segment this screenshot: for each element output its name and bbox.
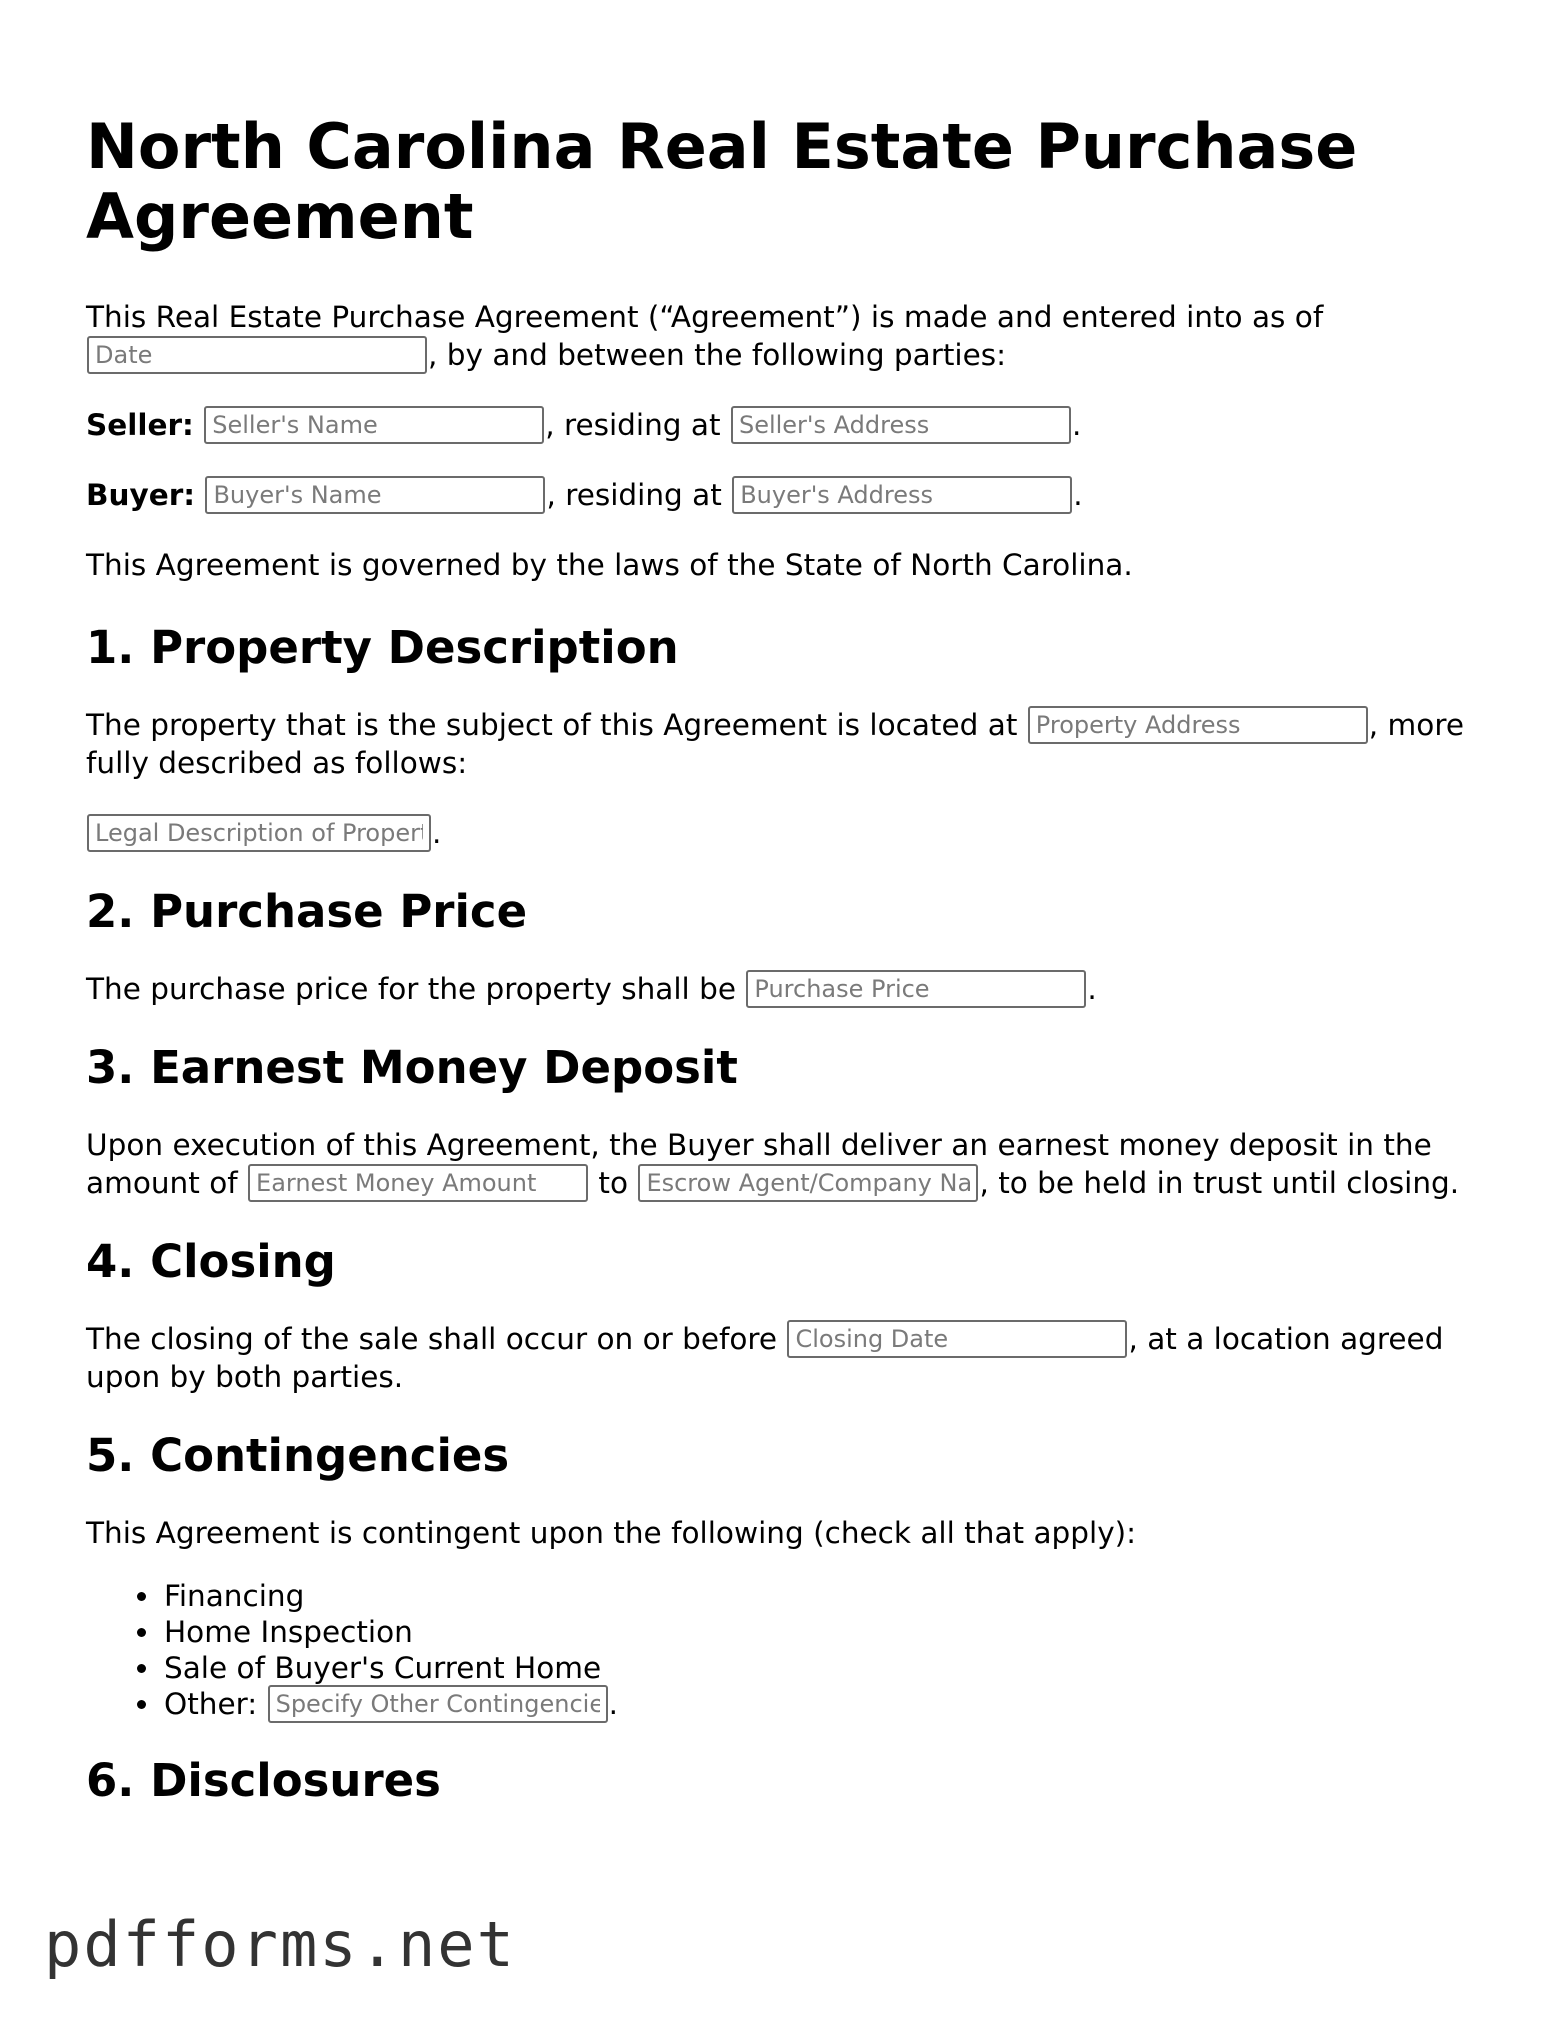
intro-paragraph — [86, 298, 1486, 374]
earnest-to-text: to — [598, 1166, 629, 1200]
list-item: • Sale of Buyer's Current Home — [162, 1650, 1486, 1686]
section-heading-closing: 4. Closing — [86, 1235, 336, 1288]
legal-description-end: . — [432, 816, 442, 850]
watermark: pdfforms.net — [44, 1908, 516, 1981]
buyer-address-input[interactable] — [732, 476, 1072, 514]
list-item: • Financing — [162, 1578, 1486, 1614]
intro-text-after: , by and between the following parties: — [428, 338, 1007, 372]
price-text: The purchase price for the property shall be — [86, 972, 737, 1006]
document-title: North Carolina Real Estate Purchase Agreement — [86, 110, 1358, 253]
price-paragraph — [86, 970, 1486, 1008]
property-text-after: , more fully described as follows: — [86, 708, 1464, 780]
other-end: . — [608, 1687, 618, 1721]
earnest-paragraph — [86, 1126, 1486, 1202]
contingencies-list — [86, 1578, 1486, 1723]
contingencies-intro: This Agreement is contingent upon the following (check all that apply): — [86, 1516, 1137, 1550]
other-label: Other: — [164, 1687, 258, 1721]
seller-address-input[interactable] — [731, 406, 1071, 444]
section-heading-price: 2. Purchase Price — [86, 885, 528, 938]
price-end: . — [1087, 972, 1097, 1006]
buyer-label: Buyer: — [86, 478, 196, 512]
other-contingency-input[interactable] — [268, 1685, 608, 1723]
closing-text-after: , at a location agreed upon by both parties. — [86, 1322, 1444, 1394]
buyer-line — [86, 476, 1486, 514]
seller-line — [86, 406, 1486, 444]
list-item-other — [162, 1686, 1486, 1723]
section-heading-contingencies: 5. Contingencies — [86, 1429, 510, 1482]
governing-law-text: This Agreement is governed by the laws of the State of North Carolina. — [86, 548, 1133, 582]
property-address-input[interactable] — [1028, 706, 1368, 744]
buyer-residing-text: , residing at — [546, 478, 722, 512]
property-paragraph — [86, 706, 1486, 782]
closing-date-input[interactable] — [787, 1320, 1127, 1358]
earnest-amount-input[interactable] — [248, 1164, 588, 1202]
closing-paragraph — [86, 1320, 1486, 1396]
buyer-name-input[interactable] — [205, 476, 545, 514]
purchase-price-input[interactable] — [746, 970, 1086, 1008]
list-item: • Home Inspection — [162, 1614, 1486, 1650]
property-text: The property that is the subject of this Agreement is located at — [86, 708, 1018, 742]
earnest-text: Upon execution of this Agreement, the Buyer shall deliver an earnest money deposit in the amount of — [86, 1128, 1432, 1200]
seller-name-input[interactable] — [204, 406, 544, 444]
seller-label: Seller: — [86, 408, 194, 442]
seller-end: . — [1071, 408, 1082, 442]
section-heading-property: 1. Property Description — [86, 621, 679, 674]
buyer-end: . — [1073, 478, 1083, 512]
earnest-text-after: , to be held in trust until closing. — [979, 1166, 1460, 1200]
section-heading-disclosures: 6. Disclosures — [86, 1753, 441, 1807]
seller-residing-text: , residing at — [545, 408, 721, 442]
closing-text: The closing of the sale shall occur on or before — [86, 1322, 778, 1356]
legal-description-line — [86, 814, 1486, 852]
escrow-agent-input[interactable] — [638, 1164, 978, 1202]
legal-description-input[interactable] — [87, 814, 431, 852]
intro-text: This Real Estate Purchase Agreement (“Agreement”) is made and entered into as of — [86, 300, 1324, 334]
agreement-date-input[interactable] — [87, 336, 427, 374]
document-page — [86, 100, 1486, 1839]
section-heading-earnest: 3. Earnest Money Deposit — [86, 1041, 738, 1094]
